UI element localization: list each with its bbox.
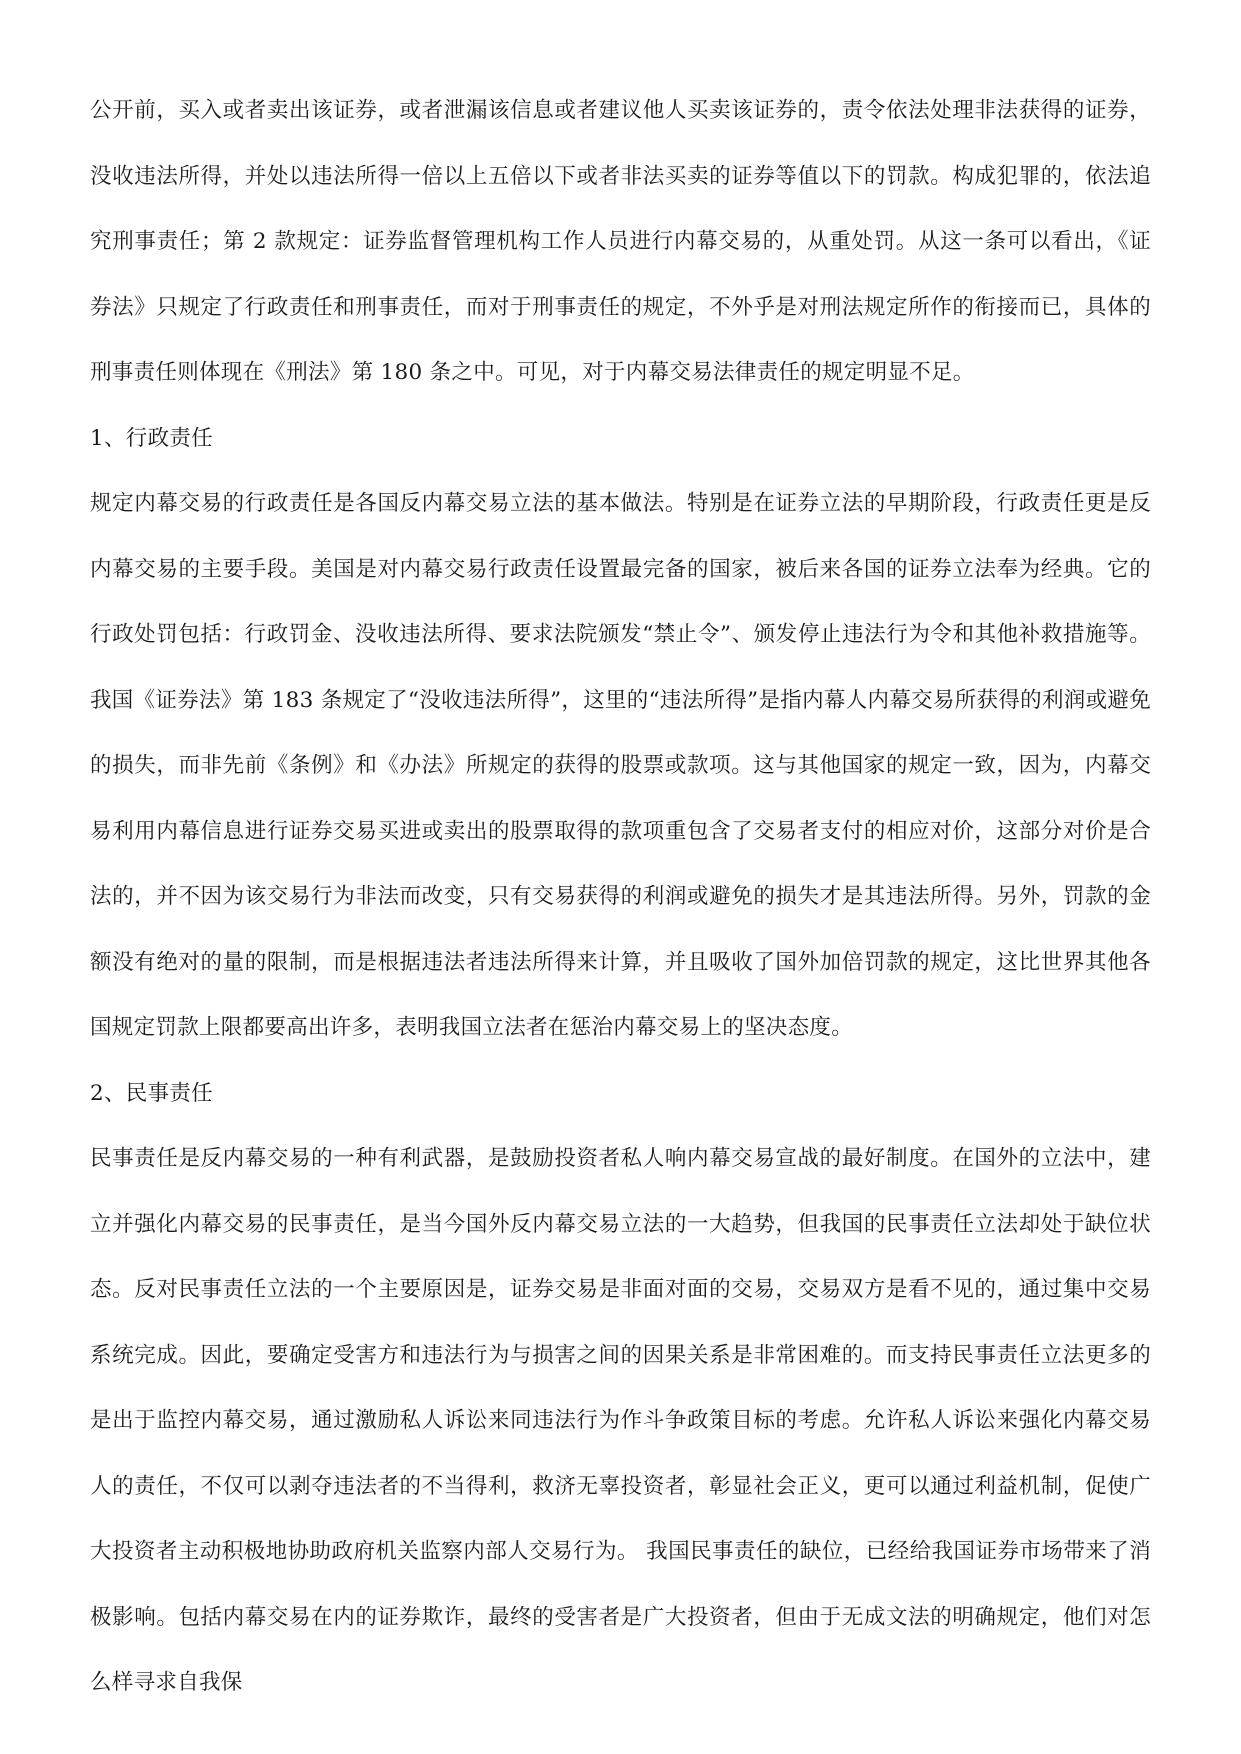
administrative-liability-paragraph: 规定内幕交易的行政责任是各国反内幕交易立法的基本做法。特别是在证券立法的早期阶段，行政责任更是反内幕交易的主要手段。美国是对内幕交易行政责任设置最完备的国家，被后来各国的证券立法奉为经典。它的行政处罚包括：行政罚金、没收违法所得、要求法院颁发“禁止令”、颁发停止违法行为令和其他补救措施等。我国《证券法》第 183 条规定了“没收违法所得”，这里的“违法所得”是指内幕人内幕交易所获得的利润或避免的损失，而非先前《条例》和《办法》所规定的获得的股票或款项。这与其他国家的规定一致，因为，内幕交易利用内幕信息进行证券交易买进或卖出的股票取得的款项重包含了交易者支付的相应对价，这部分对价是合法的，并不因为该交易行为非法而改变，只有交易获得的利润或避免的损失才是其违法所得。另外，罚款的金额没有绝对的量的限制，而是根据违法者违法所得来计算，并且吸收了国外加倍罚款的规定，这比世界其他各国规定罚款上限都要高出许多，表明我国立法者在惩治内幕交易上的坚决态度。 xyxy=(90,491,1151,1040)
intro-paragraph: 公开前，买入或者卖出该证券，或者泄漏该信息或者建议他人买卖该证券的，责令依法处理非法获得的证券，没收违法所得，并处以违法所得一倍以上五倍以下或者非法买卖的证券等值以下的罚款。构成犯罪的，依法追究刑事责任；第 2 款规定：证券监督管理机构工作人员进行内幕交易的，从重处罚。从这一条可以看出，《证券法》只规定了行政责任和刑事责任，而对于刑事责任的规定，不外乎是对刑法规定所作的衔接而已，具体的刑事责任则体现在《刑法》第 180 条之中。可见，对于内幕交易法律责任的规定明显不足。 xyxy=(90,98,1151,385)
section-heading-civil-liability: 2、民事责任 xyxy=(90,1080,213,1106)
civil-liability-paragraph: 民事责任是反内幕交易的一种有利武器，是鼓励投资者私人响内幕交易宣战的最好制度。在国外的立法中，建立并强化内幕交易的民事责任，是当今国外反内幕交易立法的一大趋势，但我国的民事责任立法却处于缺位状态。反对民事责任立法的一个主要原因是，证券交易是非面对面的交易，交易双方是看不见的，通过集中交易系统完成。因此，要确定受害方和违法行为与损害之间的因果关系是非常困难的。而支持民事责任立法更多的是出于监控内幕交易，通过激励私人诉讼来同违法行为作斗争政策目标的考虑。允许私人诉讼来强化内幕交易人的责任，不仅可以剥夺违法者的不当得利，救济无辜投资者，彰显社会正义，更可以通过利益机制，促使广大投资者主动积极地协助政府机关监察内部人交易行为。 我国民事责任的缺位，已经给我国证券市场带来了消极影响。包括内幕交易在内的证券欺诈，最终的受害者是广大投资者，但由于无成文法的明确规定，他们对怎么样寻求自我保 xyxy=(90,1146,1151,1695)
document-page xyxy=(90,78,1151,1716)
section-heading-administrative-liability: 1、行政责任 xyxy=(90,425,213,451)
